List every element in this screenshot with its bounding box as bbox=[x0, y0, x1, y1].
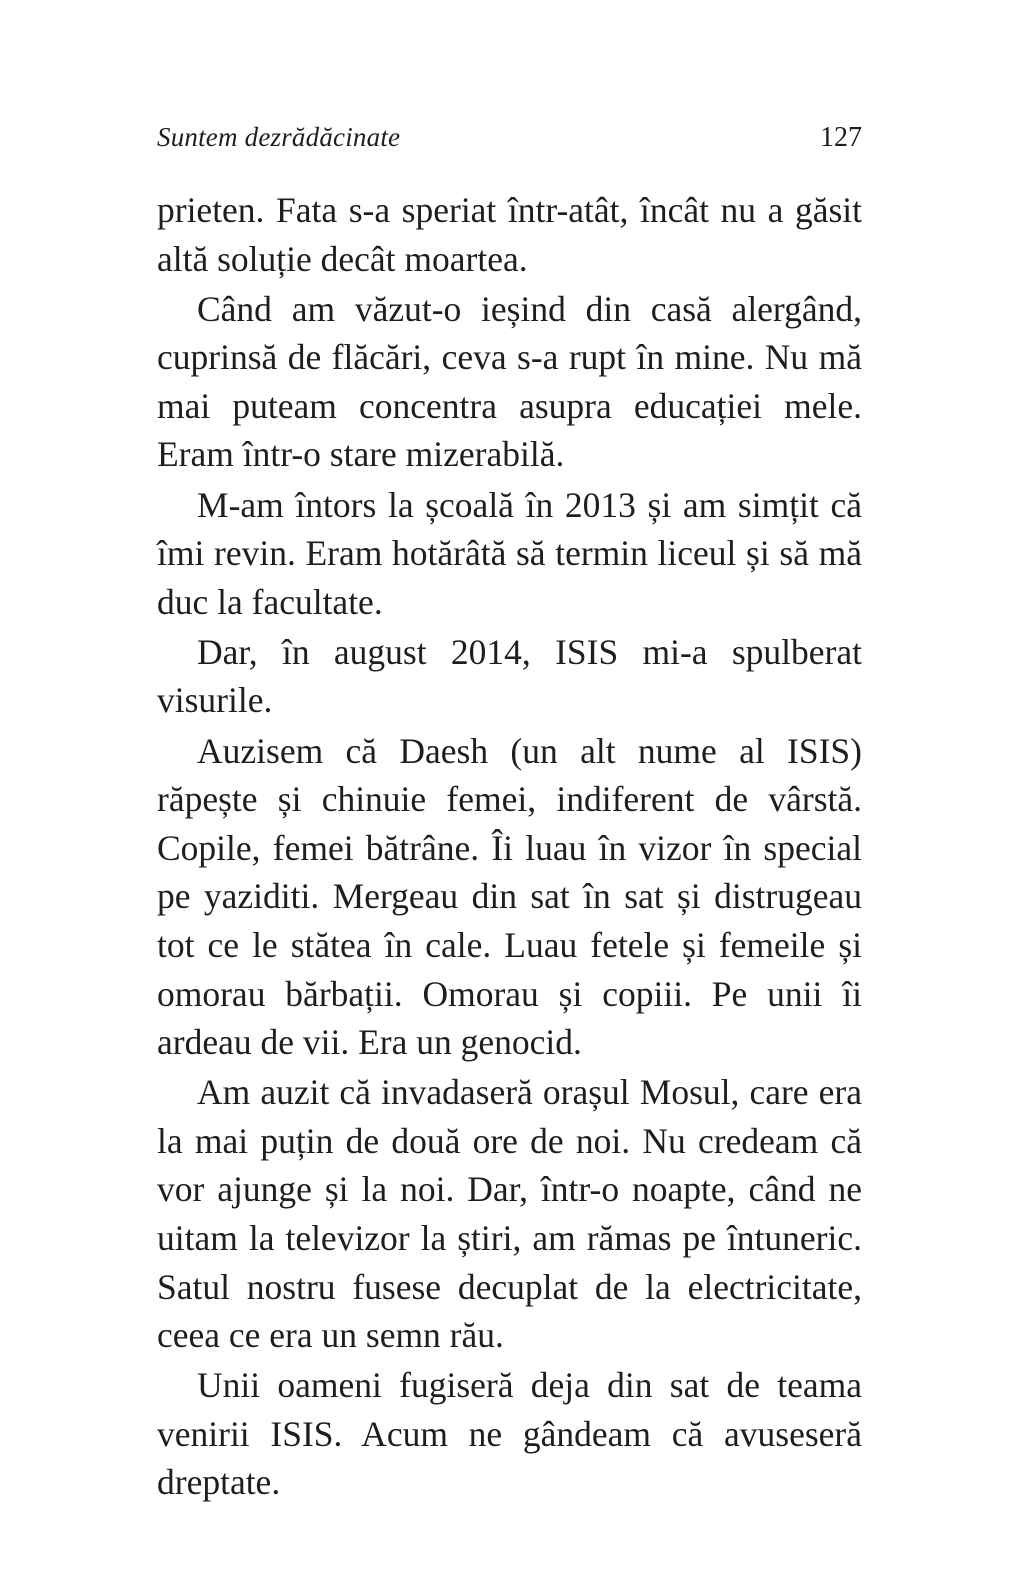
paragraph-continues: Unii oameni fugiseră deja din sat de teama venirii ISIS. Acum ne gândeam că avuseseră dreptate. bbox=[157, 1365, 862, 1503]
paragraph-continuation: prieten. Fata s-a speriat într-atât, încât nu a găsit altă soluție decât moartea. bbox=[157, 190, 862, 279]
running-head bbox=[157, 118, 862, 162]
paragraph: Când am văzut-o ieșind din casă alergând, cuprinsă de flăcări, ceva s-a rupt în mine. Nu mă mai puteam concentra asupra educației mele. Eram într-o stare mizerabilă. bbox=[157, 288, 862, 475]
body-text bbox=[157, 186, 862, 1509]
paragraph: Dar, în august 2014, ISIS mi-a spulberat visurile. bbox=[157, 631, 862, 721]
paragraph: M-am întors la școală în 2013 și am simțit că îmi revin. Eram hotărâtă să termin liceul și să mă duc la facultate. bbox=[157, 484, 862, 622]
running-title: Suntem dezrădăcinate bbox=[157, 122, 401, 152]
paragraph: Auzisem că Daesh (un alt nume al ISIS) răpește și chinuie femei, indiferent de vârstă. Copile, femei bătrâne. Îi luau în vizor în special pe yaziditi. Mergeau din sat în sat și distrugeau tot ce le stătea în cale. Luau fetele și femeile și omorau bărbații. Omorau și copiii. Pe unii îi ardeau de vii. Era un genocid. bbox=[157, 730, 862, 1063]
page-number: 127 bbox=[820, 122, 862, 153]
paragraph: Am auzit că invadaseră orașul Mosul, care era la mai puțin de două ore de noi. Nu credeam că vor ajunge și la noi. Dar, într-o noapte, când ne uitam la televizor la știri, am rămas pe întuneric. Satul nostru fusese decuplat de la electricitate, ceea ce era un semn rău. bbox=[157, 1072, 862, 1356]
